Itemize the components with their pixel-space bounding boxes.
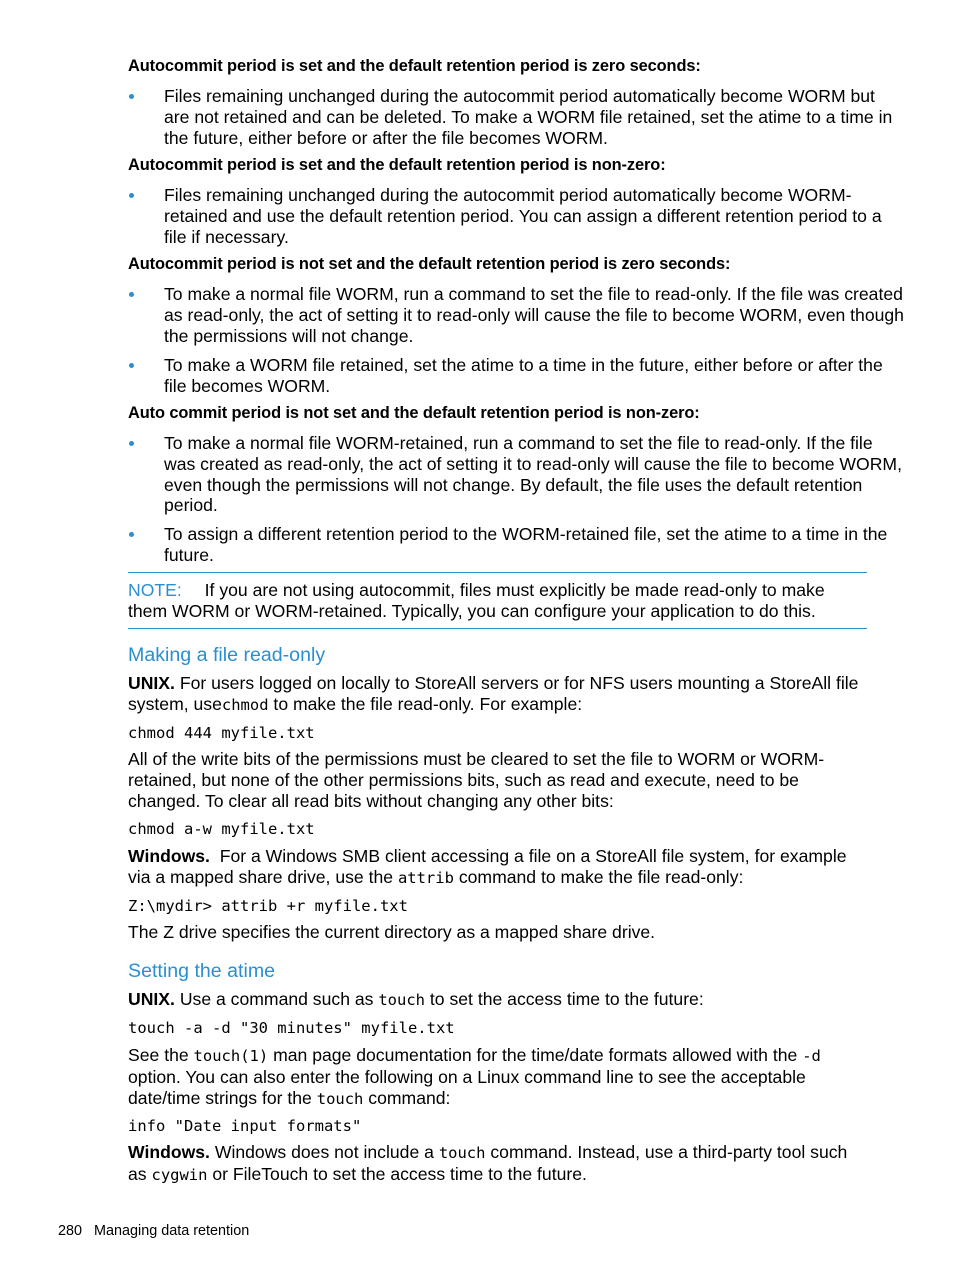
bullet-text: To assign a different retention period to the WORM-retained file, set the atime to a time in the future. <box>164 524 888 565</box>
condition-heading: Autocommit period is set and the default retention period is zero seconds: <box>128 57 701 75</box>
note-box <box>128 572 867 629</box>
paragraph-text: For a Windows SMB client accessing a file on a StoreAll file system, for example via a mapped share drive, use the <box>128 846 852 887</box>
section-title: Setting the atime <box>128 960 276 982</box>
paragraph-text: to set the access time to the future: <box>425 989 704 1009</box>
bullet-item <box>128 524 904 566</box>
inline-code: touch <box>316 1089 364 1108</box>
windows-label: Windows. <box>128 1142 210 1162</box>
unix-paragraph <box>128 989 868 1011</box>
bullet-item <box>128 355 904 397</box>
page-number: 280 <box>58 1223 83 1239</box>
bullet-item <box>128 86 904 148</box>
paragraph: The Z drive specifies the current directory as a mapped share drive. <box>128 922 656 942</box>
inline-code: touch <box>378 991 426 1009</box>
paragraph-text: to make the file read-only. For example: <box>268 693 583 714</box>
code-example: chmod a-w myfile.txt <box>128 820 315 838</box>
condition-heading: Autocommit period is set and the default retention period is non-zero: <box>128 156 666 174</box>
inline-code: attrib <box>397 868 454 887</box>
inline-code: -d <box>802 1047 821 1065</box>
condition-heading: Auto commit period is not set and the default retention period is non-zero: <box>128 404 700 422</box>
bullet-text: To make a normal file WORM-retained, run a command to set the file to read-only. If the file was created as read-only, the act of setting it to read-only will cause the file to become WORM, even though the permissions will not change. By default, the file uses the default retention period. <box>164 433 902 516</box>
inline-code: cygwin <box>151 1165 208 1184</box>
code-example: chmod 444 myfile.txt <box>128 724 315 742</box>
windows-paragraph <box>128 846 868 889</box>
code-example: touch -a -d "30 minutes" myfile.txt <box>128 1019 455 1037</box>
paragraph: All of the write bits of the permissions must be cleared to set the file to WORM or WORM-retained, but none of the other permissions bits, such as read and execute, need to be changed. To clear all read bits without changing any other bits: <box>128 749 825 811</box>
paragraph-text: option. You can also enter the following on a Linux command line to see the acceptable date/time strings for the <box>128 1066 806 1108</box>
inline-code: touch <box>438 1144 486 1162</box>
bullet-icon <box>129 94 134 99</box>
paragraph-text: command: <box>363 1087 451 1108</box>
unix-paragraph <box>128 673 868 716</box>
unix-label: UNIX. <box>128 673 175 693</box>
note-label: NOTE: <box>128 580 182 600</box>
paragraph-text: For users logged on locally to StoreAll servers or for NFS users mounting a StoreAll file system, use <box>128 673 859 714</box>
paragraph <box>128 1045 868 1109</box>
bullet-item <box>128 185 904 247</box>
section-title: Making a file read-only <box>128 644 326 666</box>
code-example: info "Date input formats" <box>128 1117 362 1135</box>
paragraph-text: Use a command such as <box>174 989 379 1009</box>
bullet-text: To make a WORM file retained, set the atime to a time in the future, either before or after the file becomes WORM. <box>164 355 883 396</box>
code-example: Z:\mydir> attrib +r myfile.txt <box>128 897 408 915</box>
bullet-icon <box>129 532 134 537</box>
inline-code: chmod <box>221 695 269 714</box>
bullet-icon <box>129 363 134 368</box>
inline-code: touch(1) <box>193 1047 269 1065</box>
windows-paragraph <box>128 1142 868 1186</box>
paragraph-text: Windows does not include a <box>209 1142 439 1162</box>
bullet-icon <box>129 441 134 446</box>
bullet-item <box>128 433 904 516</box>
paragraph-text: or FileTouch to set the access time to the future. <box>207 1163 587 1184</box>
condition-heading: Autocommit period is not set and the default retention period is zero seconds: <box>128 255 731 273</box>
bullet-text: Files remaining unchanged during the autocommit period automatically become WORM-retained and use the default retention period. You can assign a different retention period to a file if necessary. <box>164 185 882 247</box>
bullet-text: To make a normal file WORM, run a command to set the file to read-only. If the file was created as read-only, the act of setting it to read-only will cause the file to become WORM, even though the permissions will not change. <box>164 284 904 346</box>
paragraph-text: command. Instead, use a third-party tool such as <box>128 1142 848 1184</box>
bullet-text: Files remaining unchanged during the autocommit period automatically become WORM but are not retained and can be deleted. To make a WORM file retained, set the atime to a time in the future, either before or after the file becomes WORM. <box>164 86 893 148</box>
paragraph-text: man page documentation for the time/date formats allowed with the <box>268 1045 803 1065</box>
bullet-item <box>128 284 904 346</box>
chapter-title: Managing data retention <box>94 1223 250 1239</box>
bullet-icon <box>129 193 134 198</box>
page-footer <box>58 1222 249 1240</box>
unix-label: UNIX. <box>128 989 175 1009</box>
paragraph-text: See the <box>128 1045 194 1065</box>
note-text: If you are not using autocommit, files must explicitly be made read-only to make them WORM or WORM-retained. Typically, you can configure your application to do this. <box>128 580 825 621</box>
bullet-icon <box>129 292 134 297</box>
paragraph-text: command to make the file read-only: <box>453 866 744 887</box>
windows-label: Windows. <box>128 846 210 866</box>
